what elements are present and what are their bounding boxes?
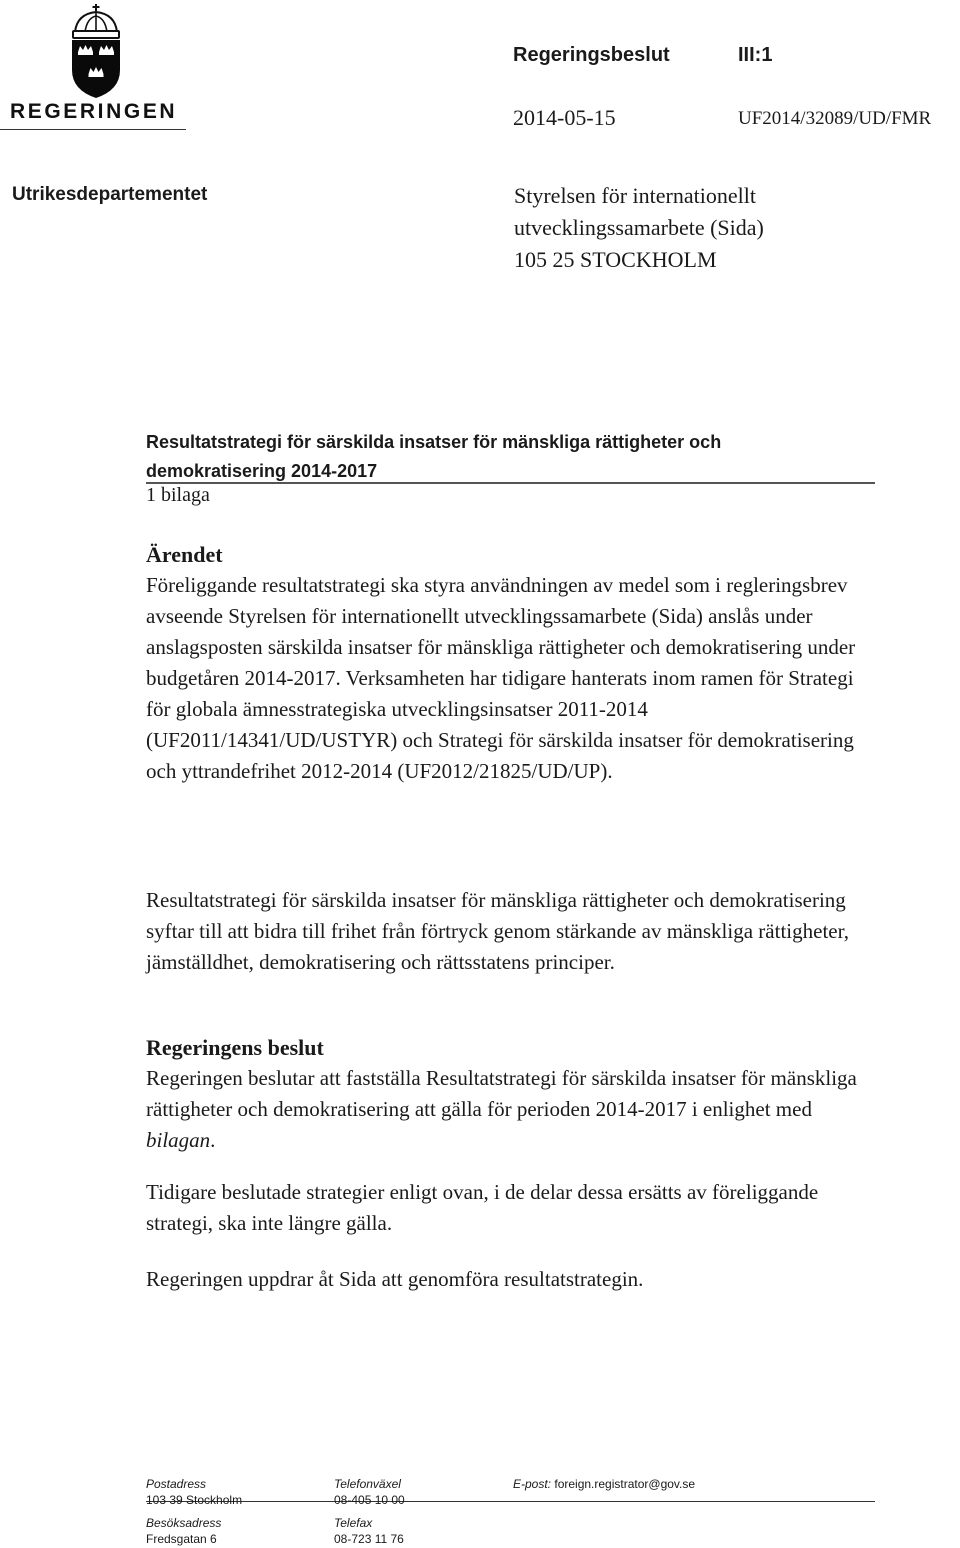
footer-divider: [146, 1501, 875, 1502]
paragraph: Föreliggande resultatstrategi ska styra användningen av medel som i regleringsbrev avseende Styrelsen för internationellt utvecklingssamarbete (Sida) anslås under anslagsposten särskilda insatser för mänskliga rättigheter och demokratisering under budgetåren 2014-2017. Verksamheten har tidigare hanterats inom ramen för Strategi för globala ämnesstrategiska utvecklingsinsatser 2011-2014 (UF2011/14341/UD/USTYR) och Strategi för särskilda insatser för demokratisering och yttrandefrihet 2012-2014 (UF2012/21825/UD/UP).: [146, 573, 856, 783]
footer-telefax: [334, 1515, 372, 1531]
section-beslut-previous: [146, 1177, 881, 1239]
footer-email[interactable]: foreign.registrator@gov.se: [554, 1477, 696, 1491]
subject-line: demokratisering 2014-2017: [146, 461, 378, 481]
logo-wordmark: REGERINGEN: [10, 100, 178, 123]
decision-number: III:1: [738, 44, 773, 66]
footer-telefax-value: 08-723 11 76: [334, 1532, 404, 1546]
logo-divider: [0, 129, 186, 130]
footer-postadress: [146, 1476, 206, 1492]
section-arendet-purpose: [146, 885, 881, 978]
footer-label: Postadress: [146, 1477, 207, 1491]
footer-label: Telefonväxel: [334, 1477, 401, 1491]
subject-line: Resultatstrategi för särskilda insatser för mänskliga rättigheter och: [146, 432, 722, 452]
recipient-address: [514, 180, 764, 276]
paragraph-end: .: [210, 1128, 216, 1152]
footer-besoksadress: [146, 1515, 221, 1531]
recipient-line: utvecklingssamarbete (Sida): [514, 215, 764, 240]
paragraph: Resultatstrategi för särskilda insatser för mänskliga rättigheter och demokratisering syftar till att bidra till frihet från förtryck genom stärkande av mänskliga rättigheter, jämställdhet, demokratisering och rättsstatens principer.: [146, 888, 849, 974]
attachment-reference: bilagan: [146, 1128, 211, 1152]
footer-besoksadress-value: Fredsgatan 6: [146, 1532, 217, 1546]
paragraph: Regeringen uppdrar åt Sida att genomföra resultatstrategin.: [146, 1267, 644, 1291]
paragraph-text: Regeringen beslutar att fastställa Resultatstrategi för särskilda insatser för mänskliga rättigheter och demokratisering att gälla för perioden 2014-2017 i enlighet med: [146, 1066, 857, 1121]
subject-divider: [146, 482, 875, 484]
footer-telefonvaxel: [334, 1476, 401, 1492]
section-beslut-assignment: [146, 1264, 881, 1295]
footer-label: Besöksadress: [146, 1516, 222, 1530]
attachment-note: 1 bilaga: [146, 484, 210, 506]
footer-epost: [513, 1476, 695, 1492]
paragraph: Tidigare beslutade strategier enligt ovan, i de delar dessa ersätts av föreliggande strategi, ska inte längre gälla.: [146, 1180, 819, 1235]
reference-number: UF2014/32089/UD/FMR: [738, 108, 932, 129]
footer-postadress-value: 103 39 Stockholm: [146, 1493, 243, 1507]
footer-label: E-post:: [513, 1477, 552, 1491]
paragraph: [146, 1063, 881, 1156]
recipient-line: 105 25 STOCKHOLM: [514, 247, 717, 272]
decision-type: Regeringsbeslut: [513, 44, 670, 66]
section-beslut: [146, 1032, 881, 1156]
footer-telefonvaxel-value: 08-405 10 00: [334, 1493, 405, 1507]
footer-label: Telefax: [334, 1516, 373, 1530]
recipient-line: Styrelsen för internationellt: [514, 183, 756, 208]
section-heading: Regeringens beslut: [146, 1035, 324, 1060]
royal-crown-three-crowns-shield-icon: [10, 2, 182, 102]
department-name: Utrikesdepartementet: [12, 184, 208, 205]
section-arendet: [146, 539, 881, 787]
decision-date: 2014-05-15: [513, 105, 616, 130]
section-heading: Ärendet: [146, 542, 223, 567]
subject-title: [146, 428, 876, 486]
